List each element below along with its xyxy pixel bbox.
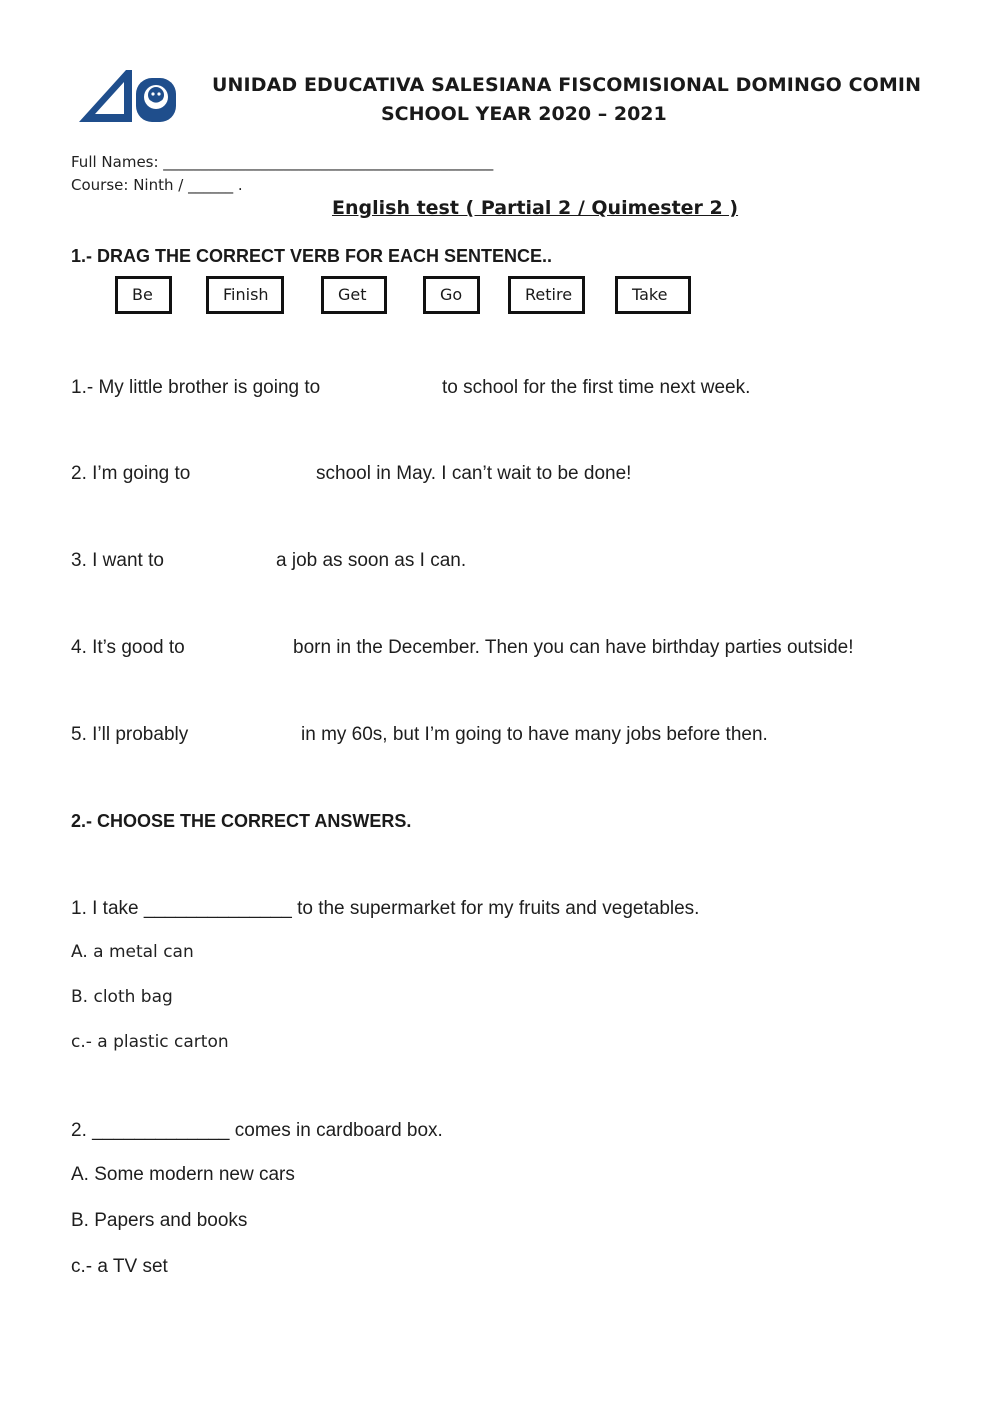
sentence-1-after: to school for the first time next week. [442, 377, 751, 398]
question-2-option-c[interactable]: c.- a TV set [71, 1256, 168, 1277]
question-1-option-b[interactable]: B. cloth bag [71, 987, 173, 1007]
section2-heading: 2.- CHOOSE THE CORRECT ANSWERS. [71, 811, 412, 831]
question-1-option-c[interactable]: c.- a plastic carton [71, 1032, 229, 1052]
word-option-take[interactable]: Take [615, 276, 691, 314]
word-option-finish[interactable]: Finish [206, 276, 284, 314]
drop-slot-3[interactable] [174, 550, 272, 576]
word-option-retire[interactable]: Retire [508, 276, 585, 314]
school-name: UNIDAD EDUCATIVA SALESIANA FISCOMISIONAL DOMINGO COMIN [212, 74, 922, 96]
course-field[interactable]: Course: Ninth / ______ . [71, 176, 243, 194]
sentence-4-after: born in the December. Then you can have birthday parties outside! [293, 637, 854, 658]
sentence-5-before: 5. I’ll probably [71, 724, 189, 745]
school-year: SCHOOL YEAR 2020 – 2021 [381, 103, 667, 125]
full-names-field[interactable]: Full Names: ____________________________________________ [71, 153, 494, 171]
drop-slot-1[interactable] [340, 377, 438, 403]
school-logo [76, 66, 182, 130]
test-title: English test ( Partial 2 / Quimester 2 ) [332, 197, 739, 219]
question-2-text: 2. _____________ comes in cardboard box. [71, 1120, 443, 1141]
section1-heading: 1.- DRAG THE CORRECT VERB FOR EACH SENTENCE.. [71, 246, 553, 266]
sentence-1-before: 1.- My little brother is going to [71, 377, 321, 398]
question-1-text: 1. I take ______________ to the supermarket for my fruits and vegetables. [71, 898, 700, 919]
word-option-be[interactable]: Be [115, 276, 172, 314]
sentence-5-after: in my 60s, but I’m going to have many jobs before then. [301, 724, 768, 745]
question-2-option-b[interactable]: B. Papers and books [71, 1210, 248, 1231]
word-option-get[interactable]: Get [321, 276, 387, 314]
sentence-4-before: 4. It’s good to [71, 637, 185, 658]
drop-slot-2[interactable] [202, 463, 312, 489]
sentence-3-before: 3. I want to [71, 550, 164, 571]
question-1-option-a[interactable]: A. a metal can [71, 942, 194, 962]
question-2-option-a[interactable]: A. Some modern new cars [71, 1164, 295, 1185]
word-option-go[interactable]: Go [423, 276, 480, 314]
sentence-2-after: school in May. I can’t wait to be done! [316, 463, 632, 484]
drop-slot-4[interactable] [196, 637, 289, 663]
sentence-3-after: a job as soon as I can. [276, 550, 467, 571]
sentence-2-before: 2. I’m going to [71, 463, 191, 484]
drop-slot-5[interactable] [199, 724, 297, 750]
